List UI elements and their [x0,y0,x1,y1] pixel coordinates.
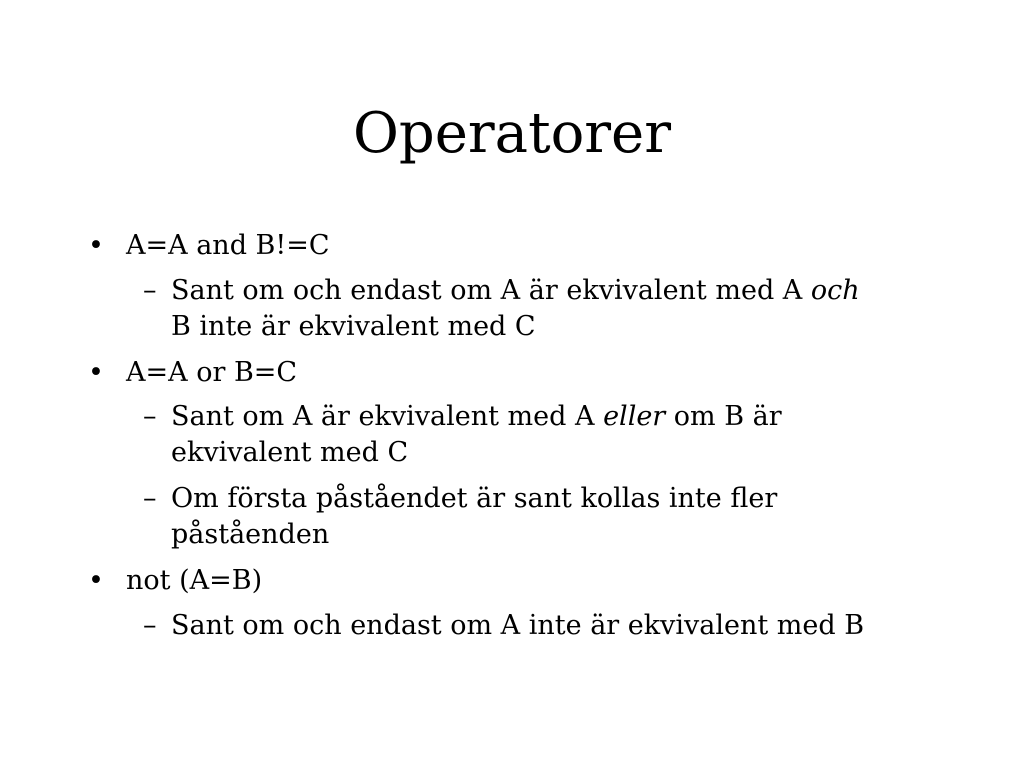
dash-marker: – [143,610,157,641]
bullet-text: A=A and B!=C [126,230,330,261]
sub-text-part: om B är [665,401,782,432]
bullet-text: not (A=B) [126,565,263,596]
dash-marker: – [143,401,157,432]
bullet-text: A=A or B=C [126,357,298,388]
slide-title: Operatorer [353,101,671,166]
dash-marker: – [143,483,157,514]
sub-text-line: påståenden [171,519,330,550]
sub-text-line: Om första påståendet är sant kollas inte fler [171,483,778,514]
sub-text-line [171,273,860,309]
emphasis-text: eller [603,401,666,432]
sub-text-part: Sant om och endast om A är ekvivalent med A [171,275,811,306]
sub-text-line [171,399,782,435]
sub-text-line: B inte är ekvivalent med C [171,311,536,342]
sub-text-line: ekvivalent med C [171,437,409,468]
bullet-marker: • [88,230,104,261]
emphasis-text: och [810,275,860,306]
sub-text-part: Sant om A är ekvivalent med A [171,401,604,432]
bullet-marker: • [88,565,104,596]
sub-text-line: Sant om och endast om A inte är ekvivalent med B [171,610,865,641]
dash-marker: – [143,275,157,306]
bullet-marker: • [88,357,104,388]
